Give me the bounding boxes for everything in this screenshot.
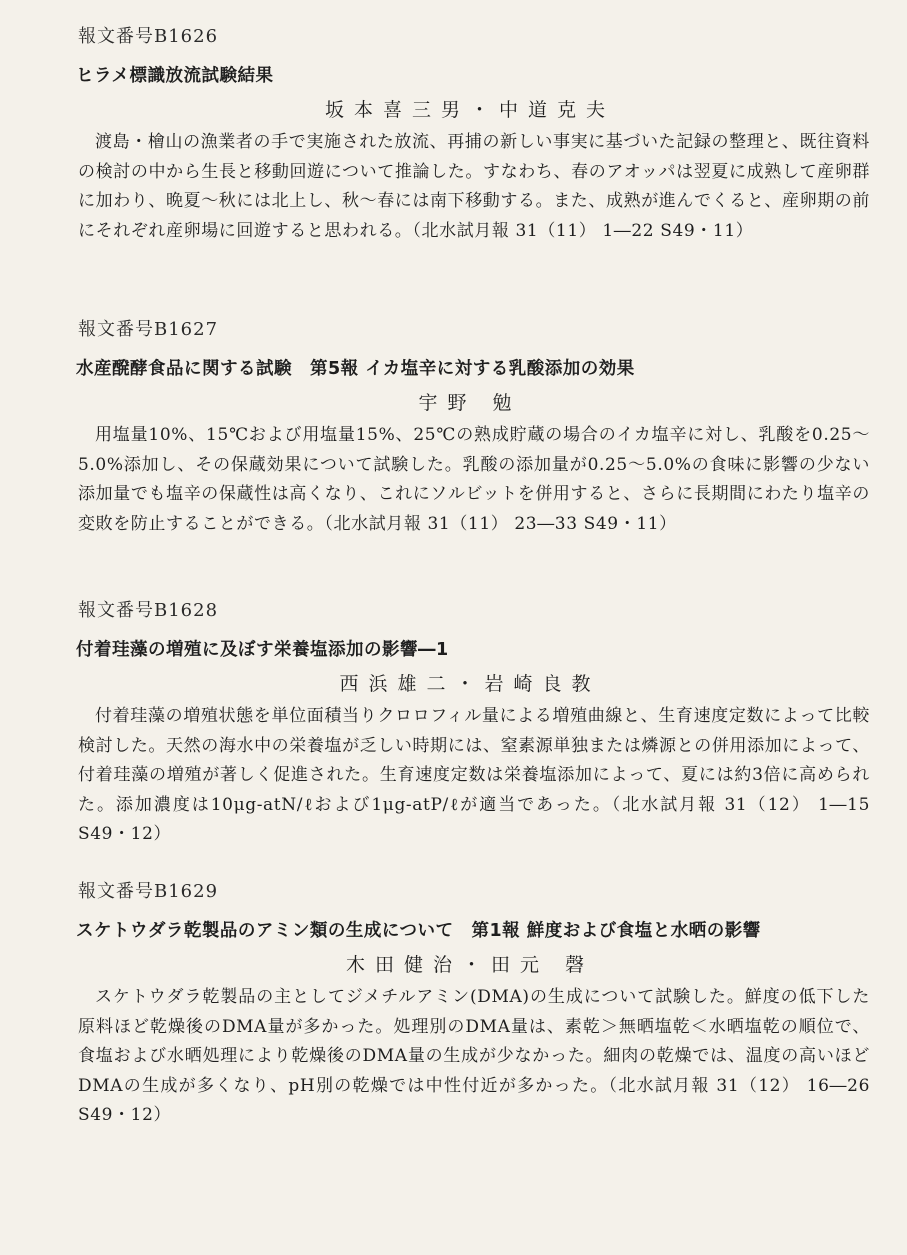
report-title: ヒラメ標識放流試験結果 [76,66,274,86]
report-abstract: 用塩量10%、15℃および用塩量15%、25℃の熟成貯蔵の場合のイカ塩辛に対し、乳酸を0.25～5.0%添加し、その保蔵効果について試験した。乳酸の添加量が0.25～5.0%の食味に影響の少ない添加量でも塩辛の保蔵性は高くなり、これにソルビットを併用すると、さらに長期間にわたり塩辛の変敗を防止することができる。（北水試月報 31（11） 23―33 S49・11） [78,425,870,534]
report-abstract: 付着珪藻の増殖状態を単位面積当りクロロフィル量による増殖曲線と、生育速度定数によって比較検討した。天然の海水中の栄養塩が乏しい時期には、窒素源単独または燐源との併用添加によって、付着珪藻の増殖が著しく促進された。生育速度定数は栄養塩添加によって、夏には約3倍に高められた。添加濃度は10μg-atN/ℓおよび1μg-atP/ℓが適当であった。（北水試月報 31（12） 1―15 S49・12） [78,706,870,844]
report-authors: 宇野 勉 [418,392,522,414]
report-number: 報文番号B1629 [78,881,219,902]
report-abstract: 渡島・檜山の漁業者の手で実施された放流、再捕の新しい事実に基づいた記録の整理と、既往資料の検討の中から生長と移動回遊について推論した。すなわち、春のアオッパは翌夏に成熟して産卵群に加わり、晩夏～秋には北上し、秋～春には南下移動する。また、成熟が進んでくると、産卵期の前にそれぞれ産卵場に回遊すると思われる。（北水試月報 31（11） 1―22 S49・11） [78,132,870,241]
report-authors: 西浜雄二・岩崎良教 [339,673,601,695]
report-entry-b1629 [70,877,870,1131]
report-title: 水産醗酵食品に関する試験 第5報 イカ塩辛に対する乳酸添加の効果 [76,359,635,379]
report-authors: 木田健治・田元 磬 [345,954,595,976]
report-abstract: スケトウダラ乾製品の主としてジメチルアミン(DMA)の生成について試験した。鮮度の低下した原料ほど乾燥後のDMA量が多かった。処理別のDMA量は、素乾＞無晒塩乾＜水晒塩乾の順位で、食塩および水晒処理により乾燥後のDMA量の生成が少なかった。細肉の乾燥では、温度の高いほどDMAの生成が多くなり、pH別の乾燥では中性付近が多かった。（北水試月報 31（12） 16―26 S49・12） [78,987,870,1125]
report-title: 付着珪藻の増殖に及ぼす栄養塩添加の影響―1 [76,640,449,660]
report-number: 報文番号B1626 [78,26,219,47]
report-number: 報文番号B1627 [78,319,219,340]
report-entry-b1626 [70,22,870,246]
report-entry-b1627 [70,315,870,539]
report-number: 報文番号B1628 [78,600,219,621]
report-authors: 坂本喜三男・中道克夫 [324,99,615,121]
report-title: スケトウダラ乾製品のアミン類の生成について 第1報 鮮度および食塩と水晒の影響 [76,921,761,941]
report-entry-b1628 [70,596,870,850]
